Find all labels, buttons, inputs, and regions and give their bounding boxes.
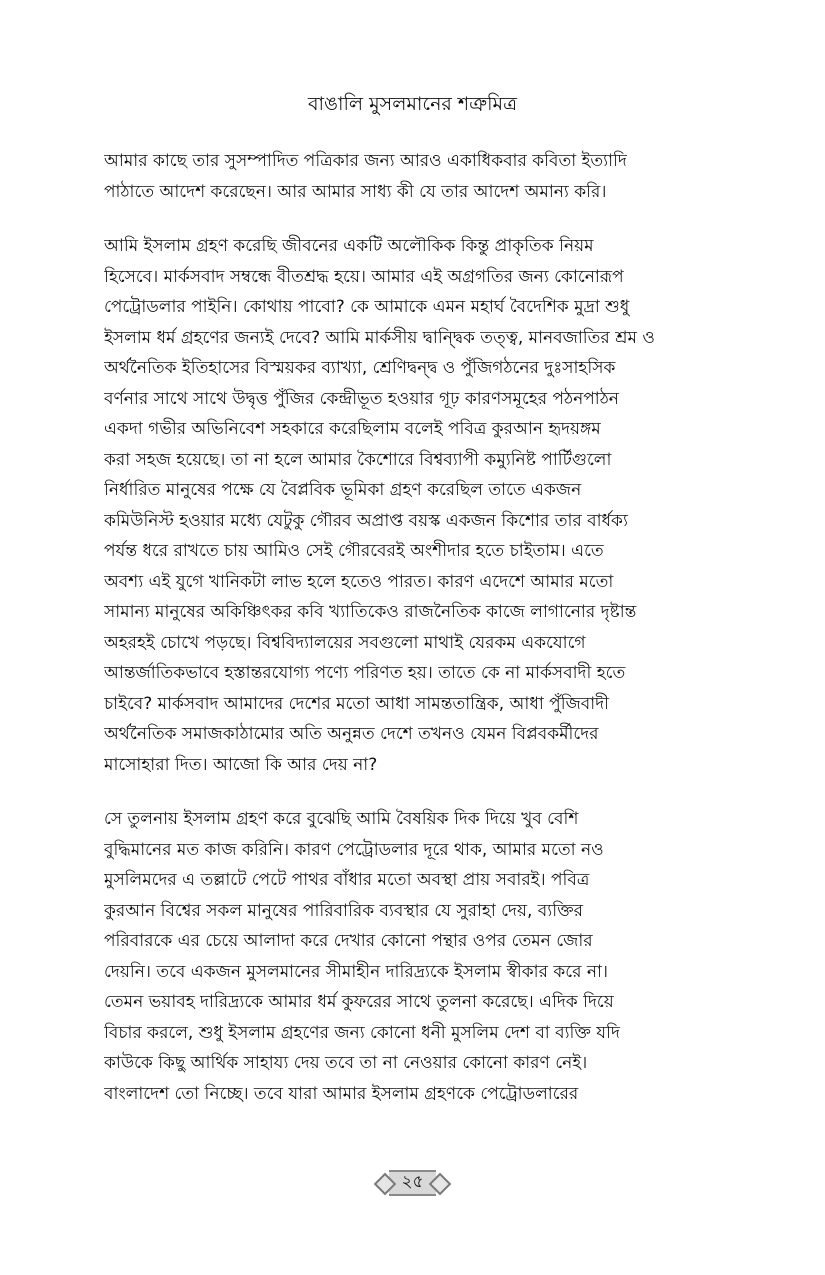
paragraph-3: সে তুলনায় ইসলাম গ্রহণ করে বুঝেছি আমি বৈষয়িক দিক দিয়ে খুব বেশি বুদ্ধিমানের মত কাজ করিনি। কারণ পেট্রোডলার দূরে থাক, আমার মতো নও মুসলিমদের এ তল্লাটে পেটে পাথর বাঁধার মতো অবস্থা প্রায় সবারই। পবিত্র কুরআন বিশ্বের সকল মানুষের পারিবারিক ব্যবস্থার যে সুরাহা দেয়, ব্যক্তির পরিবারকে এর চেয়ে আলাদা করে দেখার কোনো পন্থার ওপর তেমন জোর দেয়নি। তবে একজন মুসলমানের সীমাহীন দারিদ্র্যকে ইসলাম স্বীকার করে না। তেমন ভয়াবহ দারিদ্র্যকে আমার ধর্ম কুফরের সাথে তুলনা করেছে। এদিক দিয়ে বিচার করলে, শুধু ইসলাম গ্রহণের জন্য কোনো ধনী মুসলিম দেশ বা ব্যক্তি যদি কাউকে কিছু আর্থিক সাহায্য দেয় তবে তা না নেওয়ার কোনো কারণ নেই। বাংলাদেশ তো নিচ্ছে। তবে যারা আমার ইসলাম গ্রহণকে পেট্রোডলারের [104,809,620,1104]
ornament-left-icon [375,1172,389,1194]
paragraph-2: আমি ইসলাম গ্রহণ করেছি জীবনের একটি অলৌকিক কিন্তু প্রাকৃতিক নিয়ম হিসেবে। মার্কসবাদ সম্বন্ধে বীতশ্রদ্ধ হয়ে। আমার এই অগ্রগতির জন্য কোনোরূপ পেট্রোডলার পাইনি। কোথায় পাবো? কে আমাকে এমন মহার্ঘ বৈদেশিক মুদ্রা শুধু ইসলাম ধর্ম গ্রহণের জন্যই দেবে? আমি মার্কসীয় দ্বান্দ্বিক তত্ত্ব, মানবজাতির শ্রম ও অর্থনৈতিক ইতিহাসের বিস্ময়কর ব্যাখ্যা, শ্রেণিদ্বন্দ্ব ও পুঁজিগঠনের দুঃসাহসিক বর্ণনার সাথে সাথে উদ্বৃত্ত পুঁজির কেন্দ্রীভূত হওয়ার গূঢ় কারণসমূহের পঠনপাঠন একদা গভীর অভিনিবেশ সহকারে করেছিলাম বলেই পবিত্র কুরআন হৃদয়ঙ্গম করা সহজ হয়েছে। তা না হলে আমার কৈশোরে বিশ্বব্যাপী কম্যুনিষ্ট পার্টিগুলো নির্ধারিত মানুষের পক্ষে যে বৈপ্লবিক ভূমিকা গ্রহণ করেছিল তাতে একজন কমিউনিস্ট হওয়ার মধ্যে যেটুকু গৌরব অপ্রাপ্ত বয়স্ক একজন কিশোর তার বার্ধক্য পর্যন্ত ধরে রাখতে চায় আমিও সেই গৌরবেরই অংশীদার হতে চাইতাম। এতে অবশ্য এই যুগে খানিকটা লাভ হলে হতেও পারত। কারণ এদেশে আমার মতো সামান্য মানুষের অকিঞ্চিৎকর কবি খ্যাতিকেও রাজনৈতিক কাজে লাগানোর দৃষ্টান্ত অহরহই চোখে পড়ছে। বিশ্ববিদ্যালয়ের সবগুলো মাথাই যেরকম একযোগে আন্তর্জাতিকভাবে হস্তান্তরযোগ্য পণ্যে পরিণত হয়। তাতে কে না মার্কসবাদী হতে চাইবে? মার্কসবাদ আমাদের দেশের মতো আধা সামন্ততান্ত্রিক, আধা পুঁজিবাদী অর্থনৈতিক সমাজকাঠামোর অতি অনুন্নত দেশে তখনও যেমন বিপ্লবকর্মীদের মাসোহারা দিত। আজো কি আর দেয় না? [104,236,655,775]
body-text [104,146,721,1109]
paragraph-1: আমার কাছে তার সুসম্পাদিত পত্রিকার জন্য আরও একাধিকবার কবিতা ইত্যাদি পাঠাতে আদেশ করেছেন। আর আমার সাধ্য কী যে তার আদেশ অমান্য করি। [104,151,627,202]
running-header-title: বাঙালি মুসলমানের শত্রুমিত্র [307,93,518,115]
page-number-ornament [375,1170,449,1196]
page-number-area [0,1168,825,1198]
page-number: ২৫ [389,1170,435,1196]
ornament-right-icon [436,1172,450,1194]
